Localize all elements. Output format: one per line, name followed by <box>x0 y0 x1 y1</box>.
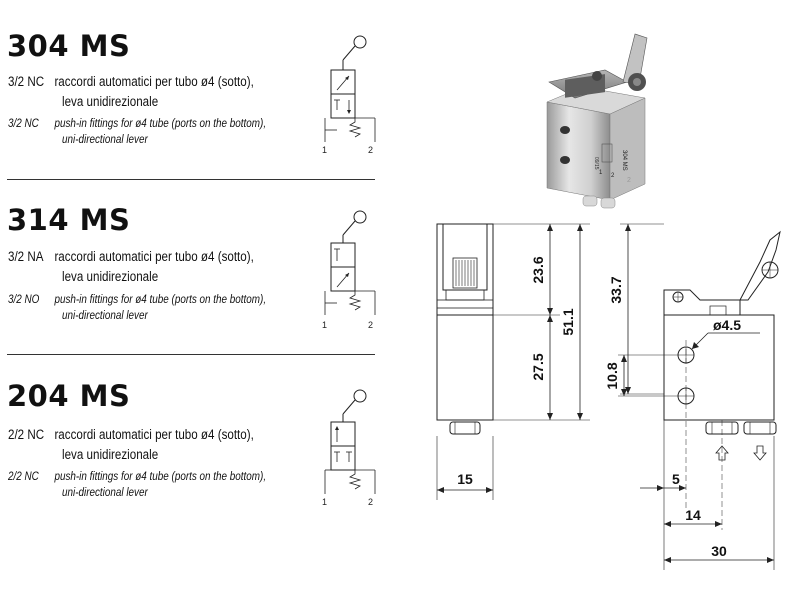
english-code: 3/2 NO <box>8 294 40 306</box>
italian-line1: raccordi automatici per tubo ø4 (sotto), <box>54 74 254 89</box>
port-2-label: 2 <box>368 145 374 155</box>
port-1-label: 1 <box>322 145 328 155</box>
dim-hole-spacing: 10.8 <box>604 362 620 390</box>
italian-line1: raccordi automatici per tubo ø4 (sotto), <box>54 249 254 264</box>
english-line2: uni-directional lever <box>62 487 148 499</box>
dim-lower-height: 27.5 <box>530 353 546 381</box>
dim-side-width: 15 <box>457 471 473 487</box>
english-line1: push-in fittings for ø4 tube (ports on the bottom), <box>54 471 267 483</box>
english-line2: uni-directional lever <box>62 134 148 146</box>
italian-line2: leva unidirezionale <box>62 269 159 284</box>
italian-line1: raccordi automatici per tubo ø4 (sotto), <box>54 427 254 442</box>
italian-code: 3/2 NC <box>8 74 45 89</box>
english-line2: uni-directional lever <box>62 310 148 322</box>
dim-lever-height: 33.7 <box>608 276 624 304</box>
photo-port-1: 1 <box>599 170 603 176</box>
port-1-label: 1 <box>322 497 328 507</box>
dim-total-height: 51.1 <box>560 308 576 336</box>
port-2-label: 2 <box>368 497 374 507</box>
port-2-label: 2 <box>368 320 374 330</box>
english-code: 2/2 NC <box>8 471 39 483</box>
side-view-body <box>437 224 493 420</box>
model-title: 204 MS <box>7 379 131 413</box>
port-1-label: 1 <box>322 320 328 330</box>
italian-line2: leva unidirezionale <box>62 94 159 109</box>
model-title: 304 MS <box>7 29 131 63</box>
italian-line2: leva unidirezionale <box>62 447 159 462</box>
dim-upper-height: 23.6 <box>530 256 546 284</box>
photo-body-label: 304 MS <box>621 150 627 171</box>
svg-text:09/15: 09/15 <box>593 157 599 170</box>
english-line1: push-in fittings for ø4 tube (ports on the bottom), <box>54 118 267 130</box>
italian-code: 3/2 NA <box>8 249 44 264</box>
dim-offset-5: 5 <box>672 471 680 487</box>
dim-offset-14: 14 <box>685 507 701 523</box>
photo-port-2: 2 <box>611 173 615 179</box>
english-code: 3/2 NC <box>8 118 39 130</box>
dim-hole-diameter: ø4.5 <box>713 317 742 333</box>
svg-text:2: 2 <box>627 177 631 184</box>
dim-front-width: 30 <box>711 543 727 559</box>
italian-code: 2/2 NC <box>8 427 45 442</box>
english-line1: push-in fittings for ø4 tube (ports on the bottom), <box>54 294 267 306</box>
model-title: 314 MS <box>7 203 131 237</box>
